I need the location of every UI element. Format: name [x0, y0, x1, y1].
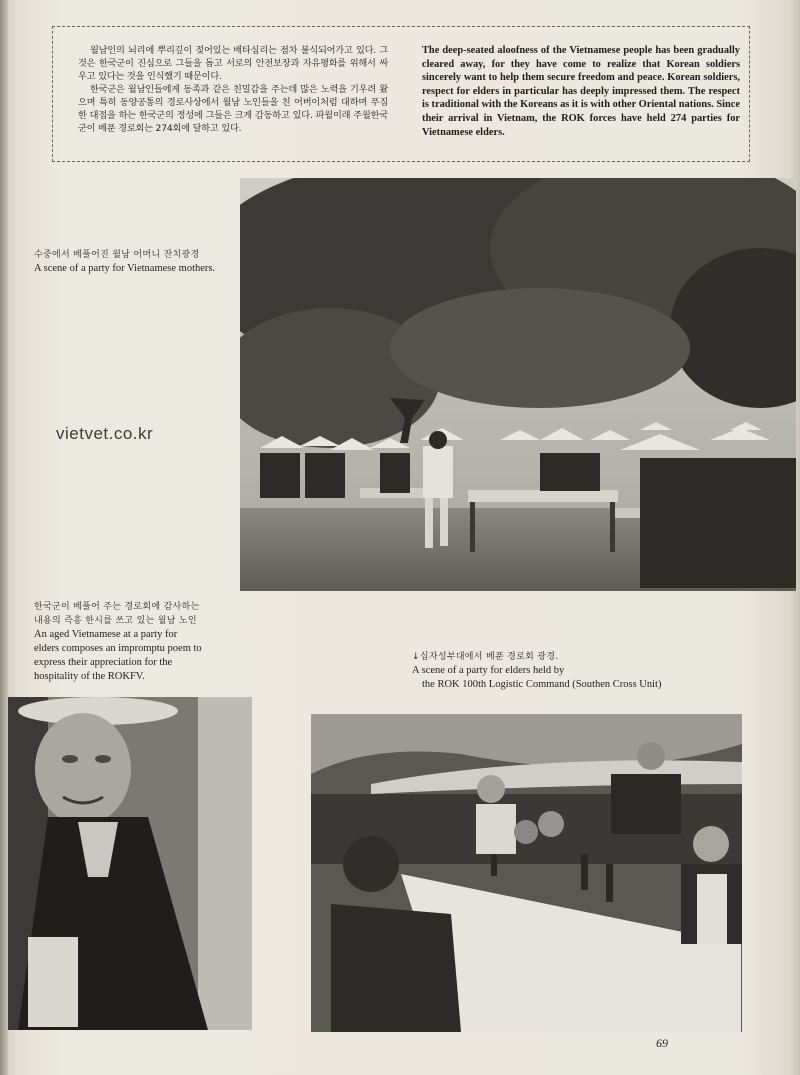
photo-aged-man-image [8, 697, 252, 1030]
caption-aged-poem-english: An aged Vietnamese at a party for elders composes an impromptu poem to express their appreciation for the hospitality of the ROKFV. [34, 629, 202, 682]
photo-mothers-party-image [240, 178, 796, 591]
photo-logistic-party [311, 714, 742, 1032]
watermark: vietvet.co.kr [56, 424, 154, 443]
caption-logistic-party [412, 650, 712, 692]
intro-korean-paragraph-1: 월남인의 뇌리에 뿌리깊이 젖어있는 배타심리는 점차 불식되어가고 있다. 그것은 한국군이 진심으로 그들을 돕고 서로의 안전보장과 자유평화를 위해서 싸우고 있다는 것을 인식했기 때문이다. [78, 45, 388, 82]
page-number: 69 [656, 1036, 668, 1050]
photo-logistic-party-image [311, 714, 742, 1032]
intro-korean-paragraph-2: 한국군은 월남인들에게 동족과 같은 친밀감을 주는데 많은 노력을 기우려 왔으며 특히 동양공통의 경로사상에서 월남 노인들을 친 어버이처럼 대하며 푸짐한 대접을 하는 한국군의 정성에 그들은 크게 감동하고 있다. 파월이래 주월한국군이 베푼 경로회는 274회에 달하고 있다. [78, 84, 388, 134]
caption-mothers-party [34, 248, 234, 276]
caption-logistic-party-korean: ↓십자성부대에서 베푼 경로회 광경. [412, 652, 559, 662]
caption-mothers-party-english: A scene of a party for Vietnamese mothers. [34, 263, 216, 274]
photo-aged-man [8, 697, 252, 1030]
intro-korean-text [78, 44, 388, 135]
caption-aged-poem-korean: 한국군이 베풀어 주는 경로회에 감사하는 내용의 즉흥 한시를 쓰고 있는 월남 노인 [34, 602, 200, 626]
page-spine-shadow [0, 0, 8, 1075]
caption-mothers-party-korean: 수중에서 베풀어진 월남 어머니 잔치광경 [34, 250, 200, 260]
intro-english-text: The deep-seated aloofness of the Vietnamese people has been gradually cleared away, for they have come to realize that Korean soldiers sincerely want to help them secure freedom and peace. Korean soldiers, respect for elders in particular has deeply impressed them. The respect is traditional with the Koreans as it is with other Oriental nations. Since their arrival in Vietnam, the ROK forces have held 274 parties for Vietnamese elders. [422, 45, 740, 138]
photo-mothers-party [240, 178, 796, 591]
caption-logistic-party-english-2: the ROK 100th Logistic Command (Southen Cross Unit) [422, 679, 662, 690]
caption-logistic-party-english-1: A scene of a party for elders held by [412, 665, 565, 676]
caption-aged-poem [34, 600, 202, 684]
